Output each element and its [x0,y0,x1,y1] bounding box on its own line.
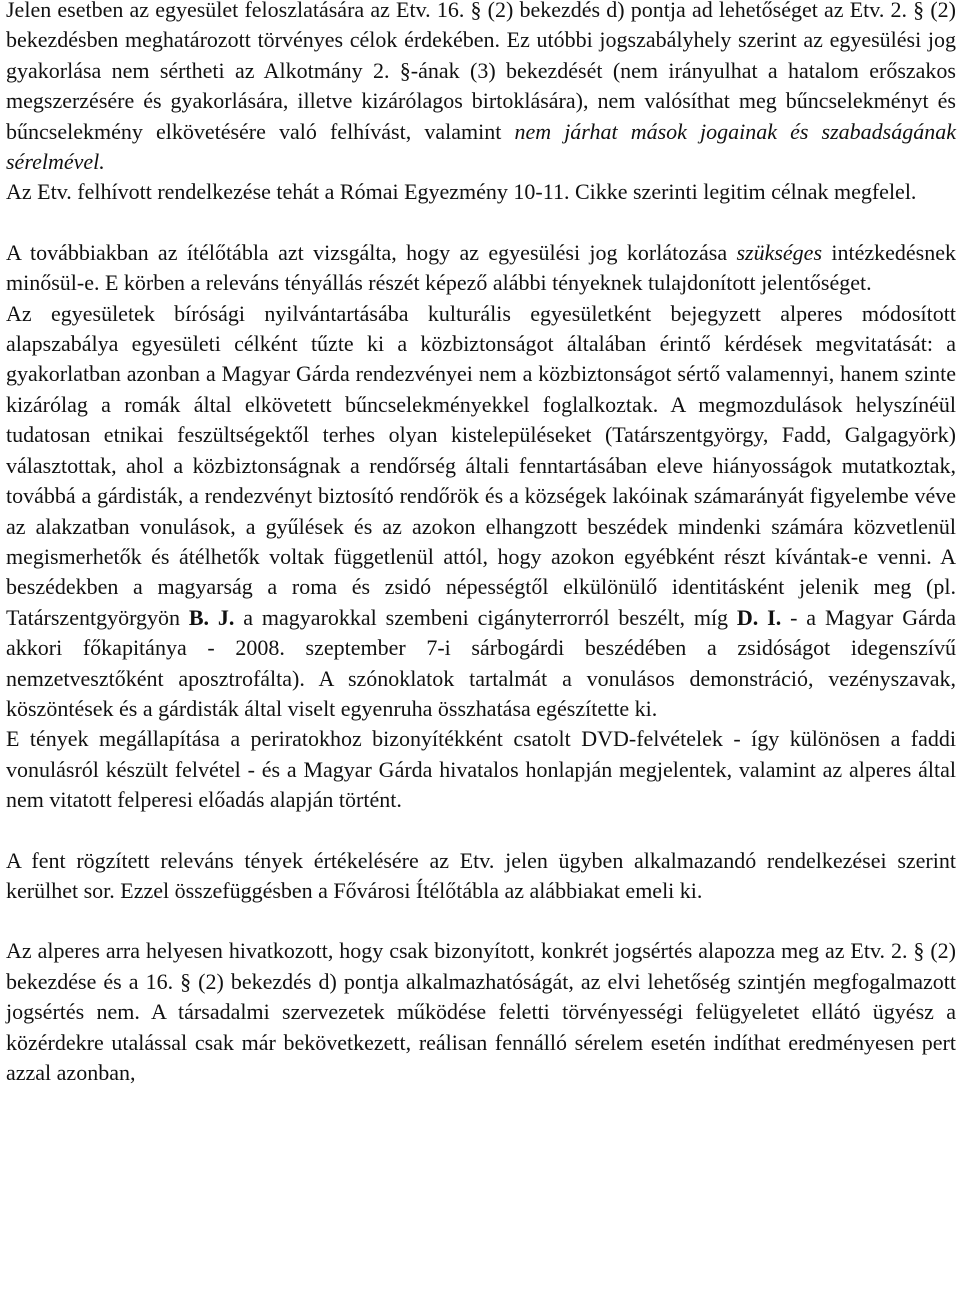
italic-run: nem járhat mások jogainak és szabadságának sérelmével. [6,118,956,175]
text-run: - a Magyar Gárda akkori főkapitánya - 2008. szeptember 7-i sárbogárdi beszédében a zsidóságot idegenszívű nemzetvesztőként aposztrofálta). A szónoklatok tartalmát a vonulásos demonstráció, vezényszavak, köszöntések és a gárdisták által viselt egyenruha összhatása egészítette ki. [6,604,956,721]
paragraph-defendant-argument [6,936,956,1088]
paragraph-legitimate-aim [6,177,956,207]
text-run: Az Etv. felhívott rendelkezése tehát a Római Egyezmény 10-11. Cikke szerinti legitim célnak megfelel. [6,179,917,205]
text-run: A továbbiakban az ítélőtábla azt vizsgálta, hogy az egyesülési jog korlátozása [6,239,737,265]
text-run: Az egyesületek bírósági nyilvántartásába kulturális egyesületként bejegyzett alperes módosított alapszabálya egyesületi célként tűzte ki a közbiztonságot általában érintő kérdések megvitatását: a gyakorlatban azonban a Magyar Gárda rendezvényei nem a közbiztonságot sértő valamennyi, hanem szinte kizárólag a romák által elkövetett bűncselekményekkel foglalkoztak. A megmozdulások helyszínéül tudatosan etnikai feszültségektől terhes olyan kistelepüléseket (Tatárszentgyörgy, Fadd, Galgagyörk) választottak, ahol a közbiztonságnak a rendőrség általi fenntartásában eleve hiányosságok mutatkoztak, továbbá a gárdisták, a rendezvényt biztosító rendőrök és a községek lakóinak számarányát figyelembe véve az alakzatban vonulások, a gyűlések és az azokon elhangzott beszédek mindenki számára közvetlenül megismerhetők és átélhetők voltak függetlenül attól, hogy azokon egyébként részt kívántak-e venni. A beszédekben a magyarság a roma és zsidó népességtől elkülönülő identitásként jelenik meg (pl. Tatárszentgyörgyön [6,300,956,630]
paragraph-dissolution-basis [6,0,956,177]
text-run: intézkedésnek minősül-e. E körben a releváns tényállás részét képező alábbi tényeknek tulajdonított jelentőséget. [6,239,956,296]
text-run: Jelen esetben az egyesület feloszlatására az Etv. 16. § (2) bekezdés d) pontja ad lehetőséget az Etv. 2. § (2) bekezdésben meghatározott törvényes célok érdekében. Ez utóbbi jogszabályhely szerint az egyesülési jog gyakorlása nem sértheti az Alkotmány 2. §-ának (3) bekezdését (nem irányulhat a hatalom erőszakos megszerzésére és gyakorlására, illetve kizárólagos birtoklására), nem valósíthat meg bűncselekményt és bűncselekmény elkövetésére való felhívást, valamint [6,0,956,144]
paragraph-facts [6,299,956,725]
text-run: Az alperes arra helyesen hivatkozott, hogy csak bizonyított, konkrét jogsértés alapozza meg az Etv. 2. § (2) bekezdése és a 16. § (2) bekezdés d) pontja alkalmazhatóságát, az elvi lehetőség szintjén megfogalmazott jogsértés nem. A társadalmi szervezetek működése feletti törvényességi felügyeletet ellátó ügyész a közérdekre utalással csak már bekövetkezett, reálisan fennálló sérelem esetén indíthat eredményesen pert azzal azonban, [6,938,956,1085]
paragraph-necessity-test [6,238,956,299]
text-run: E tények megállapítása a periratokhoz bizonyítékként csatolt DVD-felvételek - így különösen a faddi vonulásról készült felvétel - és a Magyar Gárda hivatalos honlapján megjelentek, valamint az alperes által nem vitatott felperesi előadás alapján történt. [6,726,956,813]
italic-run: szükséges [736,239,823,265]
text-run: a magyarokkal szembeni cigányterrorról beszélt, míg [234,604,737,630]
text-run: A fent rögzített releváns tények értékelésére az Etv. jelen ügyben alkalmazandó rendelkezései szerint kerülhet sor. Ezzel összefüggésben a Fővárosi Ítélőtábla az alábbiakat emeli ki. [6,847,956,903]
bold-run: D. I. [736,604,782,630]
paragraph-evidence [6,724,956,815]
paragraph-evaluation [6,846,956,907]
bold-run: B. J. [188,604,235,630]
